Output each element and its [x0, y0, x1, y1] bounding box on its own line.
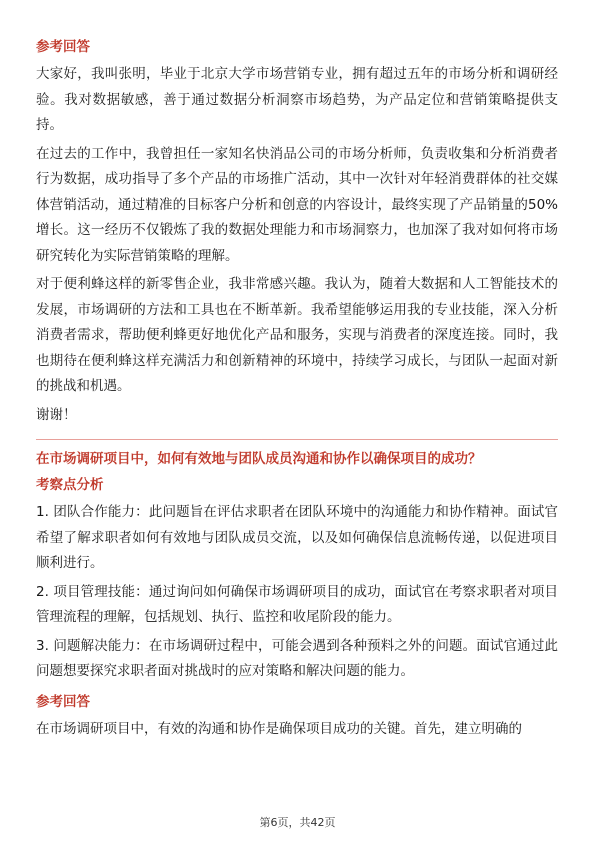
- document-page: [36, 36, 558, 745]
- answer-paragraph-2: 在过去的工作中，我曾担任一家知名快消品公司的市场分析师，负责收集和分析消费者行为数据，成功指导了多个产品的市场推广活动，其中一次针对年轻消费群体的社交媒体营销活动，通过精准的目标客户分析和创意的内容设计，最终实现了产品销量的50%增长。这一经历不仅锻炼了我的数据处理能力和市场洞察力，也加深了我对如何将市场研究转化为实际营销策略的理解。: [36, 145, 558, 264]
- page-footer: 第6页，共42页: [259, 816, 336, 829]
- analysis-point-2: 2. 项目管理技能：通过询问如何确保市场调研项目的成功，面试官在考察求职者对项目管理流程的理解，包括规划、执行、监控和收尾阶段的能力。: [36, 583, 558, 625]
- answer2-paragraph-1: 在市场调研项目中，有效的沟通和协作是确保项目成功的关键。首先，建立明确的: [36, 720, 522, 737]
- section-heading-analysis: 考察点分析: [36, 477, 104, 493]
- answer-paragraph-4: 谢谢！: [36, 406, 77, 423]
- answer-paragraph-1: 大家好，我叫张明，毕业于北京大学市场营销专业，拥有超过五年的市场分析和调研经验。我对数据敏感，善于通过数据分析洞察市场趋势，为产品定位和营销策略提供支持。: [36, 66, 558, 133]
- answer-paragraph-3: 对于便利蜂这样的新零售企业，我非常感兴趣。我认为，随着大数据和人工智能技术的发展，市场调研的方法和工具也在不断革新。我希望能够运用我的专业技能，深入分析消费者需求，帮助便利蜂更好地优化产品和服务，实现与消费者的深度连接。同时，我也期待在便利蜂这样充满活力和创新精神的环境中，持续学习成长，与团队一起面对新的挑战和机遇。: [36, 276, 558, 394]
- analysis-point-1: 1. 团队合作能力：此问题旨在评估求职者在团队环境中的沟通能力和协作精神。面试官希望了解求职者如何有效地与团队成员交流，以及如何确保信息流畅传递，以促进项目顺利进行。: [36, 504, 558, 571]
- analysis-point-3: 3. 问题解决能力：在市场调研过程中，可能会遇到各种预料之外的问题。面试官通过此问题想要探究求职者面对挑战时的应对策略和解决问题的能力。: [36, 637, 558, 679]
- section-heading-reference-answer-2: 参考回答: [36, 693, 90, 710]
- section-heading-reference-answer: 参考回答: [36, 39, 90, 55]
- interview-question: 在市场调研项目中，如何有效地与团队成员沟通和协作以确保项目的成功？: [36, 451, 482, 467]
- section-divider: [36, 439, 558, 440]
